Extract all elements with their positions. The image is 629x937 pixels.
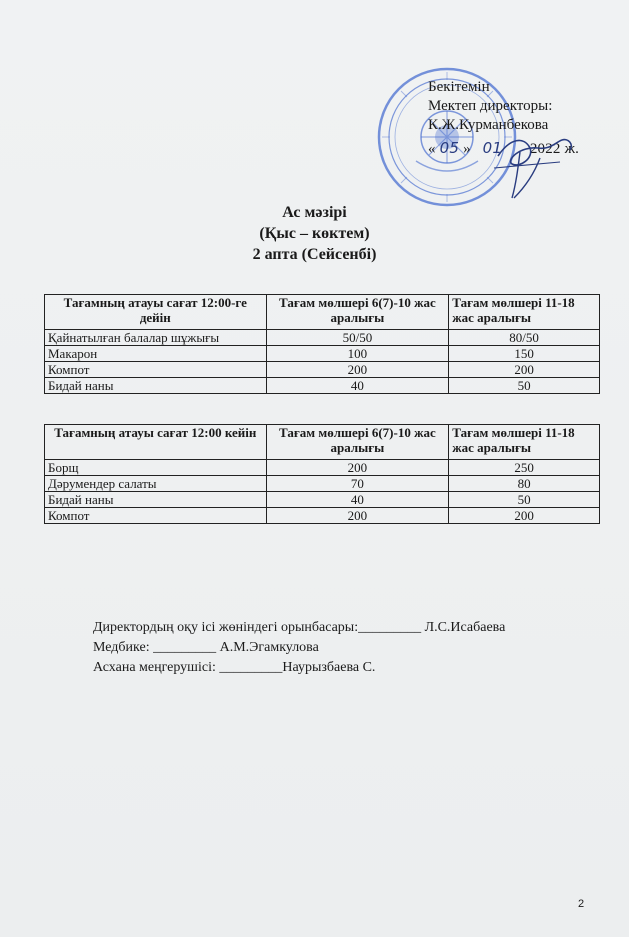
signature-canteen-manager: Асхана меңгерушісі: _________Наурызбаева С. bbox=[93, 660, 376, 675]
column-header-portion-11-18: Тағам мөлшері 11-18 жас аралығы bbox=[449, 425, 600, 460]
table-row bbox=[45, 476, 600, 492]
menu-table-before-noon bbox=[44, 294, 600, 394]
table-row bbox=[45, 346, 600, 362]
column-header-dish: Тағамның атауы сағат 12:00-ге дейін bbox=[45, 295, 267, 330]
column-header-portion-11-18: Тағам мөлшері 11-18 жас аралығы bbox=[449, 295, 600, 330]
table-row bbox=[45, 362, 600, 378]
portion-6-10: 70 bbox=[266, 476, 449, 492]
title-line-2: (Қыс – көктем) bbox=[259, 225, 370, 242]
portion-6-10: 200 bbox=[266, 362, 449, 378]
portion-6-10: 100 bbox=[266, 346, 449, 362]
portion-11-18: 250 bbox=[449, 460, 600, 476]
portion-11-18: 150 bbox=[449, 346, 600, 362]
menu-table-after-noon bbox=[44, 424, 600, 524]
dish-name: Компот bbox=[45, 362, 267, 378]
portion-11-18: 80 bbox=[449, 476, 600, 492]
director-signature bbox=[490, 128, 580, 202]
dish-name: Борщ bbox=[45, 460, 267, 476]
portion-11-18: 200 bbox=[449, 508, 600, 524]
date-close-quote: » bbox=[463, 141, 471, 157]
title-line-1: Ас мәзірі bbox=[282, 204, 347, 221]
signature-block bbox=[93, 618, 505, 678]
signature-nurse: Медбике: _________ А.М.Эгамкулова bbox=[93, 640, 319, 655]
portion-11-18: 80/50 bbox=[449, 330, 600, 346]
table-header-row bbox=[45, 295, 600, 330]
dish-name: Бидай наны bbox=[45, 492, 267, 508]
table-row bbox=[45, 492, 600, 508]
portion-11-18: 200 bbox=[449, 362, 600, 378]
approval-heading: Бекітемін bbox=[428, 79, 490, 95]
dish-name: Дәрумендер салаты bbox=[45, 476, 267, 492]
column-header-portion-6-10: Тағам мөлшері 6(7)-10 жас аралығы bbox=[266, 425, 449, 460]
portion-11-18: 50 bbox=[449, 492, 600, 508]
column-header-dish: Тағамның атауы сағат 12:00 кейін bbox=[45, 425, 267, 460]
dish-name: Компот bbox=[45, 508, 267, 524]
approval-position: Мектеп директоры: bbox=[428, 98, 553, 114]
portion-6-10: 50/50 bbox=[266, 330, 449, 346]
portion-11-18: 50 bbox=[449, 378, 600, 394]
table-row bbox=[45, 378, 600, 394]
date-day: 05 bbox=[439, 139, 460, 157]
dish-name: Қайнатылған балалар шұжығы bbox=[45, 330, 267, 346]
portion-6-10: 40 bbox=[266, 492, 449, 508]
date-month: 01 bbox=[482, 139, 503, 157]
title-line-3: 2 апта (Сейсенбі) bbox=[252, 246, 377, 263]
signature-deputy-director: Директордың оқу ісі жөніндегі орынбасары:_________ Л.С.Исабаева bbox=[93, 620, 506, 635]
dish-name: Бидай наны bbox=[45, 378, 267, 394]
menu-title bbox=[0, 202, 629, 265]
portion-6-10: 200 bbox=[266, 508, 449, 524]
table-row bbox=[45, 460, 600, 476]
date-year: 2022 ж. bbox=[529, 141, 580, 157]
page-number: 2 bbox=[578, 898, 585, 910]
dish-name: Макарон bbox=[45, 346, 267, 362]
portion-6-10: 200 bbox=[266, 460, 449, 476]
approval-name: К.Ж.Курманбекова bbox=[428, 117, 549, 133]
table-row bbox=[45, 330, 600, 346]
date-open-quote: « bbox=[428, 141, 436, 157]
portion-6-10: 40 bbox=[266, 378, 449, 394]
column-header-portion-6-10: Тағам мөлшері 6(7)-10 жас аралығы bbox=[266, 295, 449, 330]
table-header-row bbox=[45, 425, 600, 460]
table-row bbox=[45, 508, 600, 524]
